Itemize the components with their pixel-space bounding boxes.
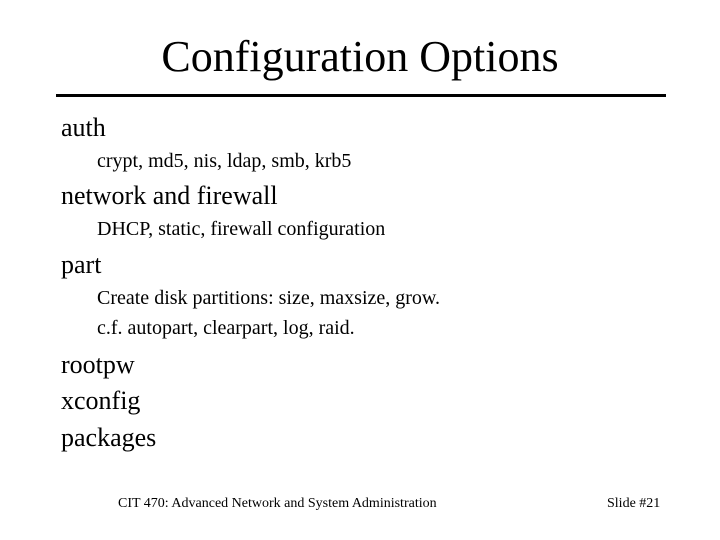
- bullet-xconfig: xconfig: [61, 386, 141, 415]
- title-divider: [56, 94, 666, 97]
- slide-title: Configuration Options: [161, 32, 559, 81]
- sub-bullet-auth-methods: crypt, md5, nis, ldap, smb, krb5: [97, 150, 352, 172]
- bullet-part: part: [61, 250, 102, 279]
- bullet-network-firewall: network and firewall: [61, 181, 278, 210]
- sub-bullet-network-options: DHCP, static, firewall configuration: [97, 218, 386, 240]
- bullet-auth: auth: [61, 113, 106, 142]
- sub-bullet-partitions: Create disk partitions: size, maxsize, grow.: [97, 287, 441, 309]
- footer-course-title: CIT 470: Advanced Network and System Administration: [118, 496, 437, 511]
- bullet-rootpw: rootpw: [61, 350, 135, 379]
- footer-slide-number: Slide #21: [607, 496, 661, 511]
- bullet-packages: packages: [61, 423, 157, 452]
- sub-bullet-partition-related: c.f. autopart, clearpart, log, raid.: [97, 317, 355, 339]
